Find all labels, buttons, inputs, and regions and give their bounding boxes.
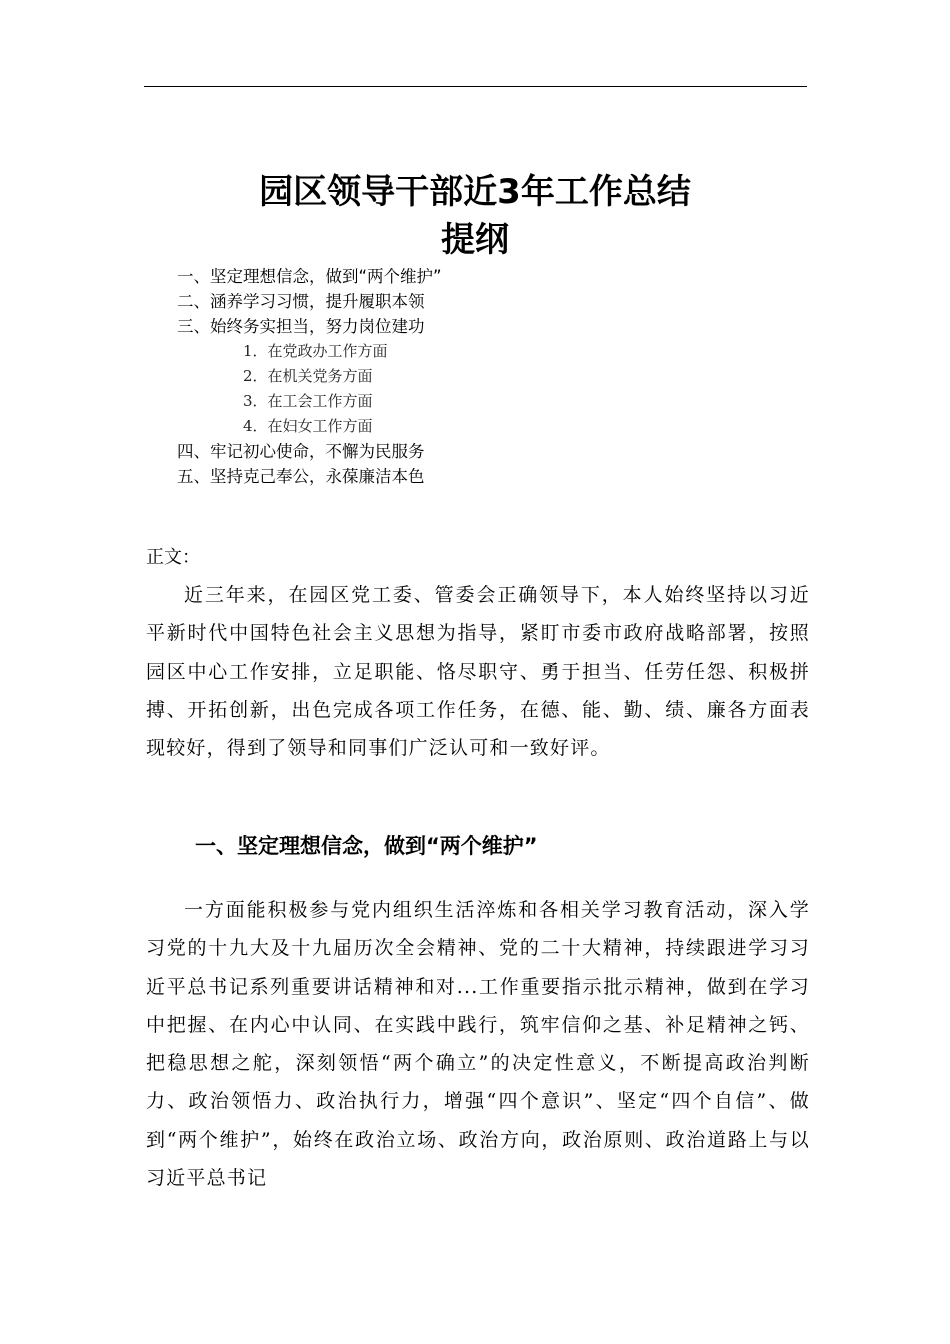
outline-list: [177, 264, 442, 489]
outline-subitem: 1．在党政办工作方面: [243, 342, 388, 360]
outline-item: 二、涵养学习习惯，提升履职本领: [177, 292, 425, 311]
intro-paragraph: 近三年来，在园区党工委、管委会正确领导下，本人始终坚持以习近平新时代中国特色社会主义思想为指导，紧盯市委市政府战略部署，按照园区中心工作安排，立足职能、恪尽职守、勇于担当、任劳任怨、积极拼搏、开拓创新，出色完成各项工作任务，在德、能、勤、绩、廉各方面表现较好，得到了领导和同事们广泛认可和一致好评。: [146, 584, 810, 760]
outline-subitem: 3．在工会工作方面: [243, 392, 373, 410]
doc-title: 园区领导干部近3年工作总结: [259, 172, 691, 212]
outline-subitem: 4．在妇女工作方面: [243, 417, 373, 435]
doc-title-line2: 提纲: [441, 220, 509, 260]
header-rule: [144, 86, 807, 87]
outline-item: 五、坚持克己奉公，永葆廉洁本色: [177, 467, 425, 486]
outline-item: 三、始终务实担当，努力岗位建功: [177, 317, 425, 336]
section-heading-1: 一、坚定理想信念，做到“两个维护”: [195, 834, 538, 858]
outline-item: 四、牢记初心使命，不懈为民服务: [177, 442, 425, 461]
section-1-paragraph: 一方面能积极参与党内组织生活淬炼和各相关学习教育活动，深入学习党的十九大及十九届历次全会精神、党的二十大精神，持续跟进学习习近平总书记系列重要讲话精神和对...工作重要指示批示精神，做到在学习中把握、在内心中认同、在实践中践行，筑牢信仰之基、补足精神之钙、把稳思想之舵，深刻领悟“两个确立”的决定性意义，不断提高政治判断力、政治领悟力、政治执行力，增强“四个意识”、坚定“四个自信”、做到“两个维护”，始终在政治立场、政治方向，政治原则、政治道路上与以习近平总书记: [146, 899, 810, 1190]
body-label: 正文：: [146, 547, 200, 568]
outline-subitem: 2．在机关党务方面: [243, 367, 373, 385]
outline-item: 一、坚定理想信念，做到“两个维护”: [177, 267, 442, 286]
